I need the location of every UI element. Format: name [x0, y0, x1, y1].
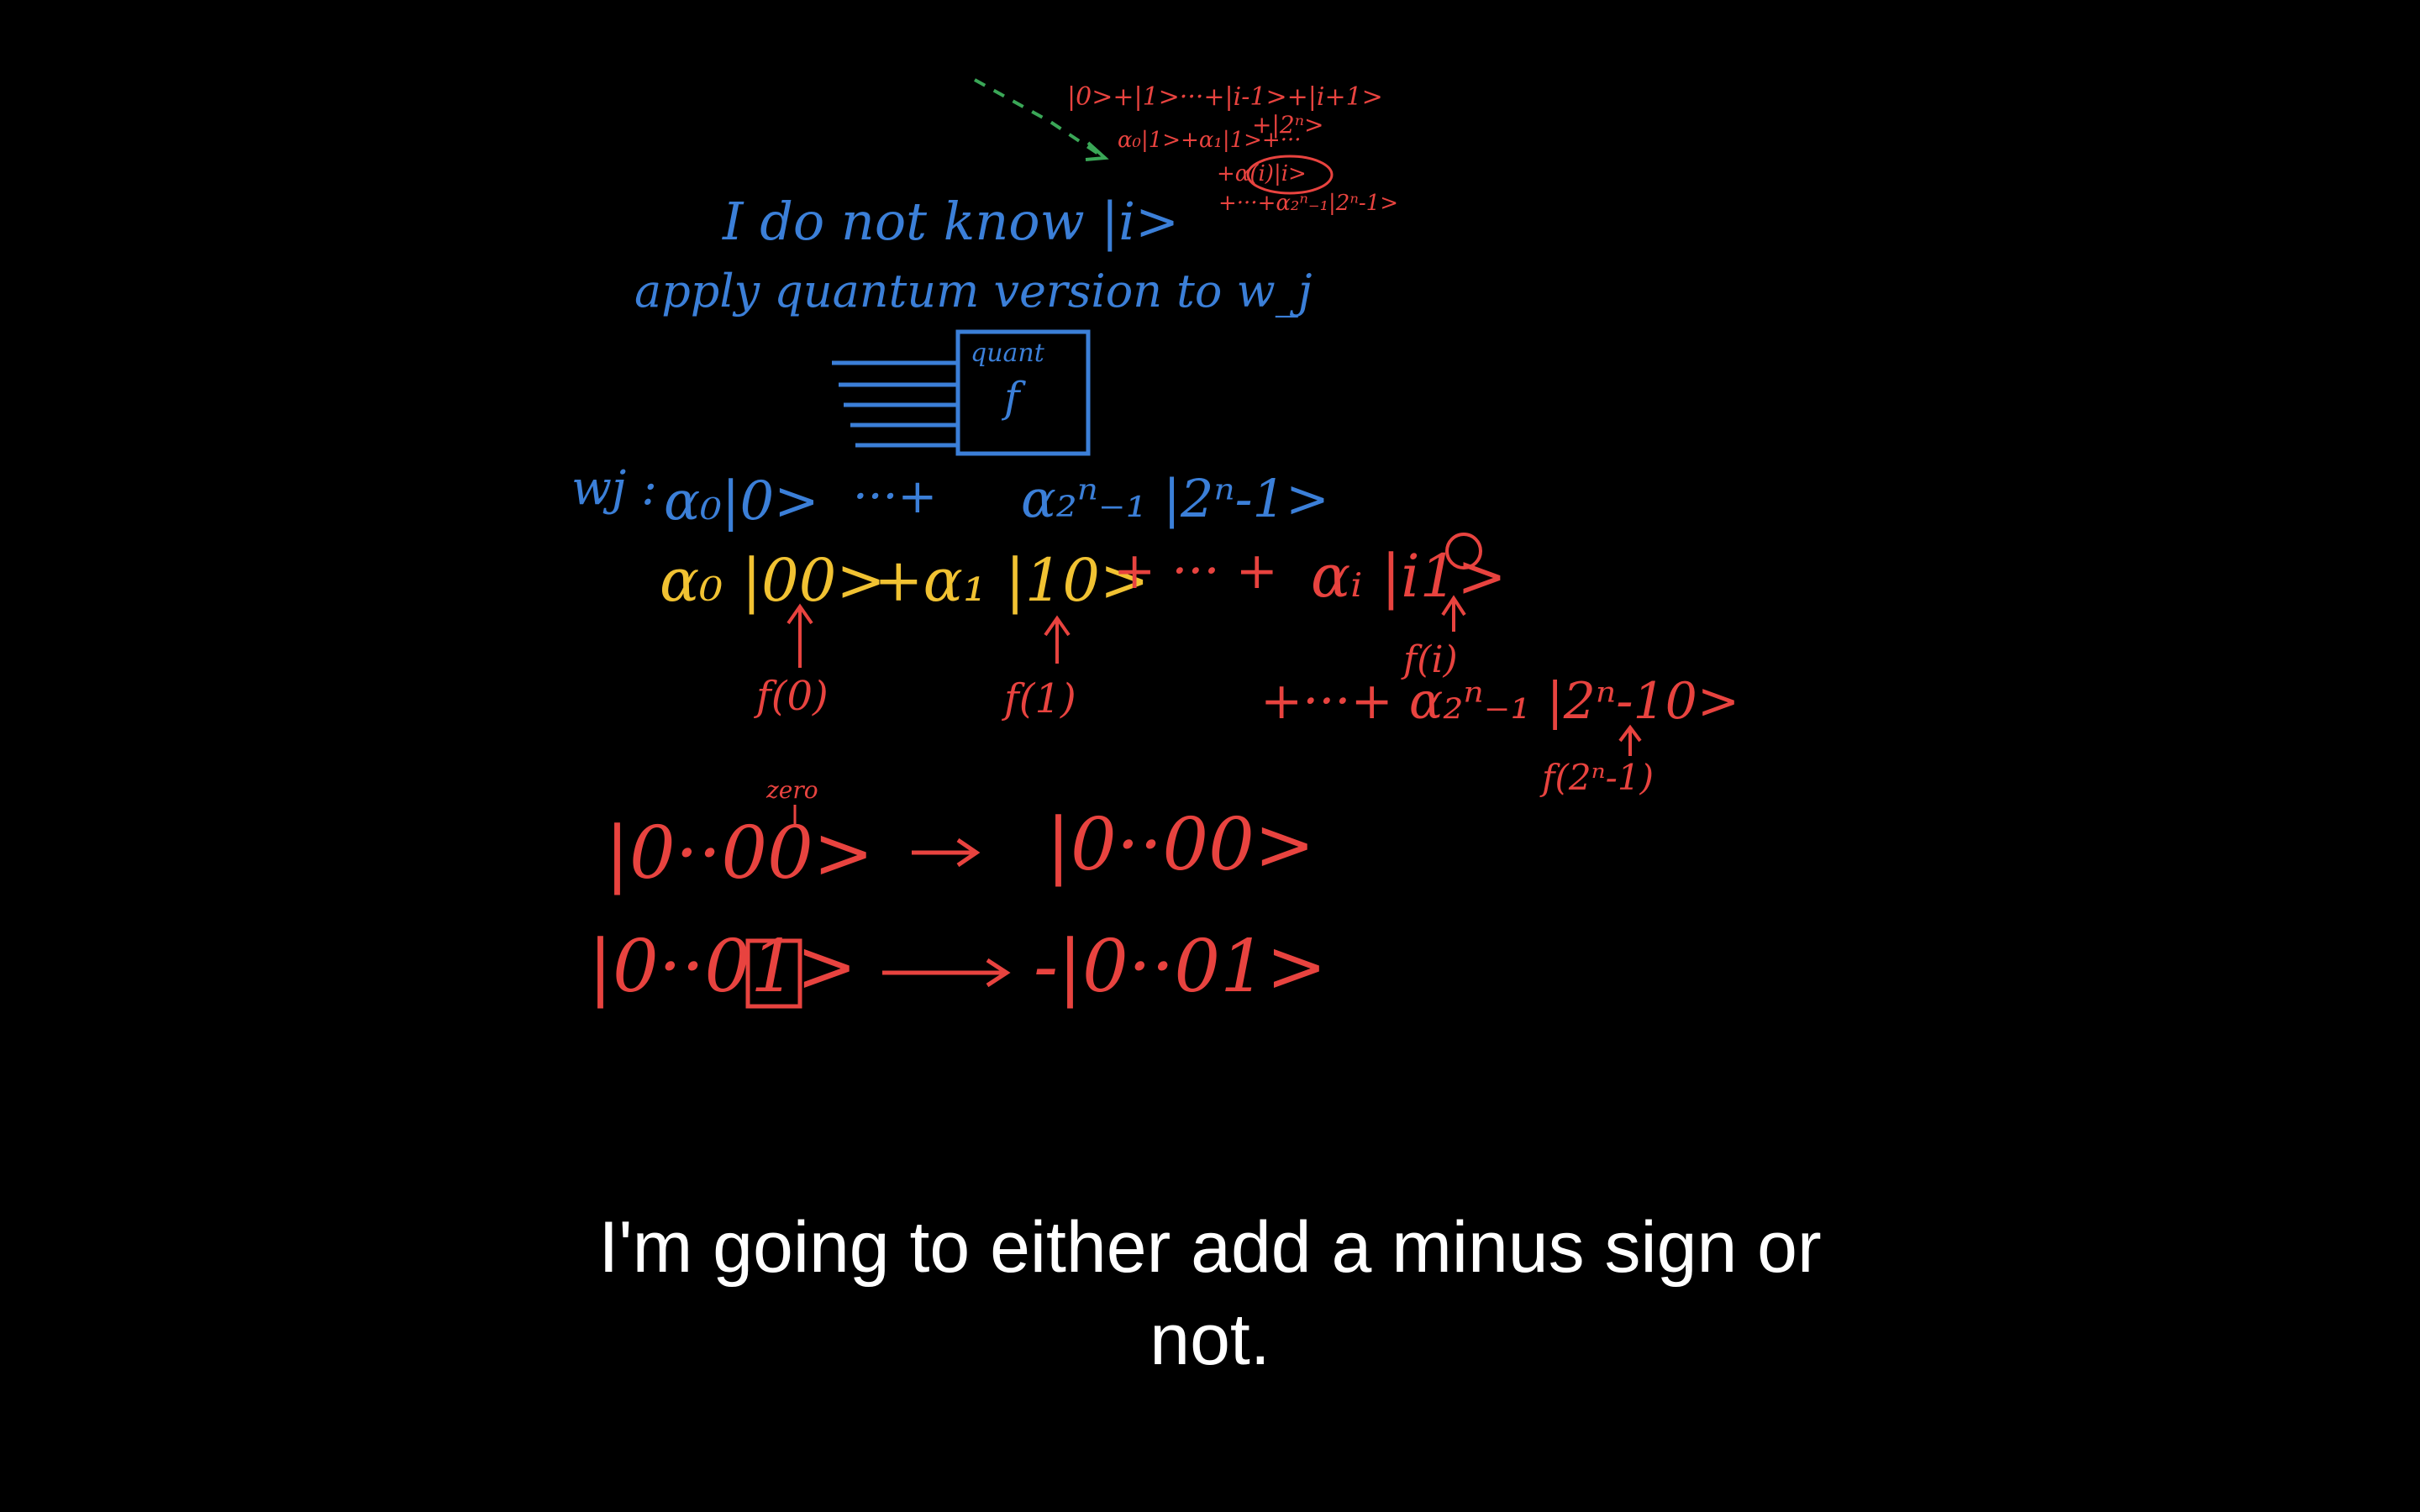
mapping-annotation: zero [766, 776, 818, 804]
top-note-line2: +|2ⁿ> [1252, 111, 1324, 139]
blue-note-line1: I do not know |i> [723, 191, 1180, 252]
blue-note-line2: apply quantum version to w_j [634, 265, 1313, 318]
subtitle-line1: I'm going to either add a minus sign or [598, 1207, 1822, 1288]
expansion-dots: + ··· + [1113, 542, 1278, 601]
expansion-term-i: αᵢ |i1> [1311, 542, 1507, 611]
row1-arrow [912, 840, 976, 865]
expansion-tail: +···+ α₂ⁿ₋₁ |2ⁿ-10> [1260, 672, 1740, 731]
label-fi: f(i) [1403, 638, 1458, 681]
expansion-term1: +α₁ |10> [874, 546, 1150, 615]
top-note-line4: +α(i)|i> [1217, 161, 1307, 186]
mapping-row1-left: |0··00> [605, 811, 874, 895]
row2-arrow [882, 960, 1007, 985]
wj-first-term: α₀|0> [664, 470, 819, 533]
label-f0: f(0) [756, 673, 829, 720]
box-label-bottom: f [1004, 373, 1020, 422]
subtitle-caption [0, 1201, 2420, 1386]
label-f1: f(1) [1004, 675, 1076, 722]
quantum-f-box [832, 332, 1088, 454]
mapping-row2-right: -|0··01> [1034, 925, 1327, 1009]
label-f-tail: f(2ⁿ-1) [1542, 757, 1654, 798]
blue-notes [634, 191, 1313, 318]
subtitle-line2: not. [1150, 1299, 1270, 1380]
wj-last-term: α₂ⁿ₋₁ |2ⁿ-1> [1021, 468, 1329, 529]
top-note-line1: |0>+|1>···+|i-1>+|i+1> [1067, 82, 1383, 112]
mapping-row2-left: |0··01> [588, 925, 857, 1009]
top-note-line3: α₀|1>+α₁|1>+··· [1118, 128, 1302, 153]
mapping-row1-right: |0··00> [1046, 803, 1315, 887]
expansion-term0: α₀ |00> [660, 546, 886, 615]
wj-prefix: wj : [571, 461, 657, 516]
tail-arrow [1620, 727, 1640, 756]
wj-dots: ···+ [853, 470, 938, 524]
top-note-line5: +···+α₂ⁿ₋₁|2ⁿ-1> [1218, 191, 1398, 216]
box-label-top: quant [971, 339, 1044, 368]
